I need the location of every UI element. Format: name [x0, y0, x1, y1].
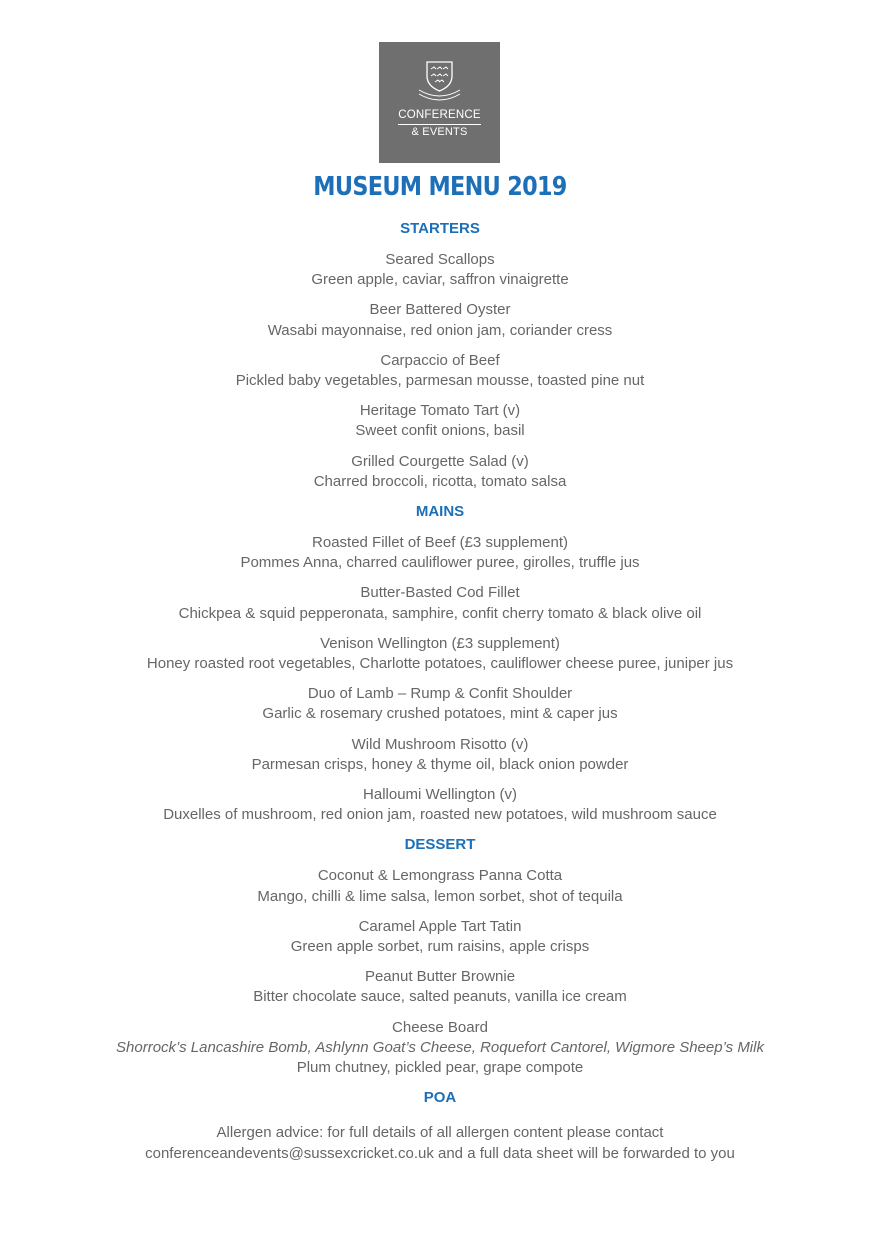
menu-item [0, 634, 880, 674]
spacer [0, 1078, 880, 1088]
menu-item [0, 917, 880, 957]
logo-divider [398, 124, 481, 125]
dish-name: Wild Mushroom Risotto (v) [351, 735, 529, 753]
dish-name: Duo of Lamb – Rump & Confit Shoulder [307, 685, 573, 703]
menu-title: MUSEUM MENU 2019 [313, 172, 567, 202]
menu-item [0, 967, 880, 1007]
dish-name: Roasted Fillet of Beef (£3 supplement) [312, 534, 568, 552]
dish-description: Chickpea & squid pepperonata, samphire, confit cherry tomato & black olive oil [178, 604, 702, 622]
menu-item [0, 351, 880, 391]
dish-name: Peanut Butter Brownie [364, 968, 516, 986]
allergen-line-1: Allergen advice: for full details of all allergen content please contact [216, 1124, 664, 1142]
conference-events-logo [379, 42, 500, 163]
menu-item [0, 583, 880, 623]
menu-body [0, 219, 880, 1164]
menu-item [0, 401, 880, 441]
dish-description: Honey roasted root vegetables, Charlotte potatoes, cauliflower cheese puree, juniper jus [146, 655, 734, 673]
dish-name: Cheese Board [392, 1018, 488, 1036]
dish-description: Wasabi mayonnaise, red onion jam, coriander cress [267, 321, 613, 339]
dish-description: Mango, chilli & lime salsa, lemon sorbet, shot of tequila [257, 887, 623, 905]
menu-item [0, 735, 880, 775]
logo-text-events: & EVENTS [411, 126, 468, 138]
dish-name: Halloumi Wellington (v) [363, 786, 517, 804]
section-title-poa: POA [423, 1089, 457, 1107]
dish-description: Green apple sorbet, rum raisins, apple crisps [290, 938, 590, 956]
sussex-crest-icon [379, 42, 500, 163]
dish-name: Butter-Basted Cod Fillet [360, 584, 520, 602]
menu-item [0, 533, 880, 573]
dish-description: Pommes Anna, charred cauliflower puree, girolles, truffle jus [240, 554, 640, 572]
cheese-board-item [0, 1018, 880, 1079]
section-title-mains: MAINS [415, 503, 465, 521]
menu-item [0, 300, 880, 340]
dish-description: Charred broccoli, ricotta, tomato salsa [313, 472, 567, 490]
dish-description: Duxelles of mushroom, red onion jam, roasted new potatoes, wild mushroom sauce [163, 806, 717, 824]
allergen-advice [0, 1123, 880, 1164]
menu-item [0, 452, 880, 492]
dish-name: Heritage Tomato Tart (v) [359, 402, 521, 420]
section-title-starters: STARTERS [400, 220, 480, 237]
menu-item [0, 684, 880, 724]
dish-name: Venison Wellington (£3 supplement) [320, 634, 560, 652]
dish-description: Sweet confit onions, basil [355, 422, 525, 440]
dish-name: Seared Scallops [385, 251, 495, 268]
menu-item [0, 866, 880, 906]
menu-item [0, 785, 880, 825]
section-title-dessert: DESSERT [404, 836, 476, 854]
dish-description: Garlic & rosemary crushed potatoes, mint & caper jus [262, 705, 618, 723]
menu-item [0, 250, 880, 290]
cheese-list: Shorrock’s Lancashire Bomb, Ashlynn Goat’s Cheese, Roquefort Cantorel, Wigmore Sheep’s Milk [116, 1038, 764, 1056]
allergen-line-2: conferenceandevents@sussexcricket.co.uk and a full data sheet will be forwarded to you [145, 1144, 735, 1162]
dish-name: Coconut & Lemongrass Panna Cotta [317, 867, 563, 885]
dish-name: Grilled Courgette Salad (v) [351, 452, 529, 470]
dish-name: Caramel Apple Tart Tatin [358, 917, 522, 935]
dish-description: Bitter chocolate sauce, salted peanuts, vanilla ice cream [253, 988, 627, 1006]
dish-name: Beer Battered Oyster [369, 301, 511, 319]
dish-name: Carpaccio of Beef [380, 351, 500, 369]
logo-text-conference: CONFERENCE [398, 109, 481, 121]
dish-description: Parmesan crisps, honey & thyme oil, black onion powder [251, 755, 629, 773]
dish-description: Pickled baby vegetables, parmesan mousse, toasted pine nut [235, 372, 645, 390]
dish-description: Green apple, caviar, saffron vinaigrette [311, 271, 569, 289]
dish-description: Plum chutney, pickled pear, grape compote [296, 1059, 584, 1077]
